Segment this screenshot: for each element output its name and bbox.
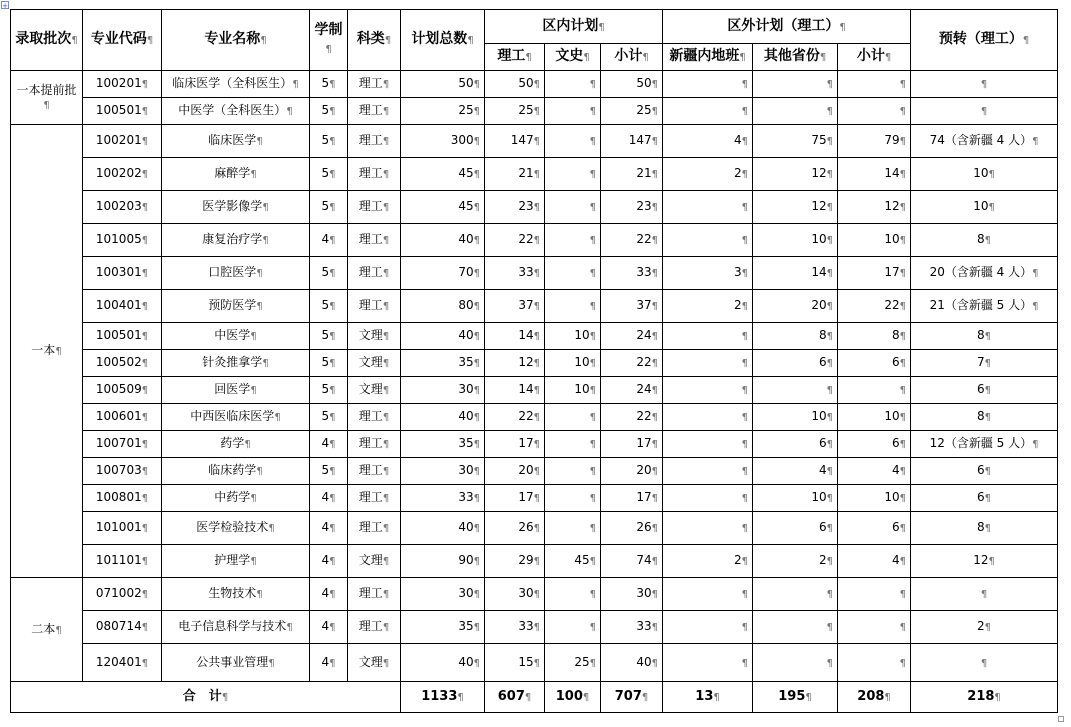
out-xj-cell: ¶ [663, 71, 753, 98]
total-out-sub: 208¶ [838, 682, 911, 713]
in-arts-cell: 10¶ [545, 323, 601, 350]
in-sub-cell: 22¶ [601, 350, 663, 377]
total-cell: 35¶ [401, 350, 485, 377]
in-sci-cell: 26¶ [485, 512, 545, 545]
pre-transfer-cell: 6¶ [911, 377, 1058, 404]
years-cell: 5¶ [310, 98, 348, 125]
code-cell: 120401¶ [83, 644, 162, 682]
years-cell: 5¶ [310, 125, 348, 158]
type-cell: 理工¶ [348, 98, 401, 125]
in-sub-cell: 33¶ [601, 611, 663, 644]
pre-transfer-cell: ¶ [911, 98, 1058, 125]
pre-transfer-cell: 7¶ [911, 350, 1058, 377]
in-sub-cell: 20¶ [601, 458, 663, 485]
in-sci-cell: 15¶ [485, 644, 545, 682]
in-sci-cell: 147¶ [485, 125, 545, 158]
total-cell: 30¶ [401, 578, 485, 611]
years-cell: 4¶ [310, 545, 348, 578]
out-other-cell: 6¶ [753, 512, 838, 545]
cell-end-marker [1058, 716, 1064, 722]
header-pre-transfer: 预转（理工）¶ [911, 10, 1058, 71]
table-row [11, 485, 1058, 512]
code-cell: 101001¶ [83, 512, 162, 545]
in-arts-cell: ¶ [545, 431, 601, 458]
out-other-cell: ¶ [753, 71, 838, 98]
years-cell: 5¶ [310, 458, 348, 485]
header-type: 科类¶ [348, 10, 401, 71]
code-cell: 100502¶ [83, 350, 162, 377]
out-other-cell: ¶ [753, 644, 838, 682]
code-cell: 101101¶ [83, 545, 162, 578]
out-xj-cell: ¶ [663, 458, 753, 485]
out-xj-cell: ¶ [663, 350, 753, 377]
years-cell: 5¶ [310, 257, 348, 290]
in-sci-cell: 17¶ [485, 485, 545, 512]
type-cell: 理工¶ [348, 578, 401, 611]
out-sub-cell: 22¶ [838, 290, 911, 323]
out-xj-cell: ¶ [663, 98, 753, 125]
name-cell: 生物技术¶ [162, 578, 310, 611]
pre-transfer-cell: 12¶ [911, 545, 1058, 578]
out-xj-cell: ¶ [663, 377, 753, 404]
total-cell: 40¶ [401, 323, 485, 350]
type-cell: 理工¶ [348, 431, 401, 458]
type-cell: 文理¶ [348, 350, 401, 377]
name-cell: 针灸推拿学¶ [162, 350, 310, 377]
out-xj-cell: ¶ [663, 644, 753, 682]
in-sub-cell: 40¶ [601, 644, 663, 682]
in-sub-cell: 24¶ [601, 377, 663, 404]
out-xj-cell: ¶ [663, 224, 753, 257]
total-cell: 50¶ [401, 71, 485, 98]
name-cell: 中西医临床医学¶ [162, 404, 310, 431]
years-cell: 4¶ [310, 485, 348, 512]
out-other-cell: ¶ [753, 98, 838, 125]
out-other-cell: 6¶ [753, 431, 838, 458]
header-inside-science: 理工¶ [485, 44, 545, 71]
in-sci-cell: 14¶ [485, 323, 545, 350]
table-row [11, 350, 1058, 377]
years-cell: 5¶ [310, 350, 348, 377]
total-cell: 45¶ [401, 191, 485, 224]
code-cell: 100401¶ [83, 290, 162, 323]
pre-transfer-cell: 6¶ [911, 485, 1058, 512]
table-row [11, 290, 1058, 323]
out-sub-cell: 4¶ [838, 458, 911, 485]
name-cell: 临床医学¶ [162, 125, 310, 158]
total-label: 合 计¶ [11, 682, 401, 713]
batch-cell: 一本¶ [11, 125, 83, 578]
total-cell: 40¶ [401, 644, 485, 682]
type-cell: 理工¶ [348, 125, 401, 158]
in-arts-cell: 10¶ [545, 350, 601, 377]
out-other-cell: ¶ [753, 377, 838, 404]
out-xj-cell: 3¶ [663, 257, 753, 290]
out-sub-cell: ¶ [838, 578, 911, 611]
in-sci-cell: 25¶ [485, 98, 545, 125]
out-xj-cell: ¶ [663, 404, 753, 431]
out-other-cell: 8¶ [753, 323, 838, 350]
years-cell: 5¶ [310, 377, 348, 404]
out-other-cell: 20¶ [753, 290, 838, 323]
in-arts-cell: ¶ [545, 98, 601, 125]
in-arts-cell: ¶ [545, 404, 601, 431]
pre-transfer-cell: ¶ [911, 578, 1058, 611]
header-outside-subtotal: 小计¶ [838, 44, 911, 71]
table-row [11, 512, 1058, 545]
out-sub-cell: ¶ [838, 71, 911, 98]
type-cell: 文理¶ [348, 377, 401, 404]
table-row [11, 545, 1058, 578]
out-sub-cell: 4¶ [838, 545, 911, 578]
in-sub-cell: 22¶ [601, 224, 663, 257]
out-other-cell: 12¶ [753, 158, 838, 191]
years-cell: 5¶ [310, 290, 348, 323]
header-inside-arts: 文史¶ [545, 44, 601, 71]
in-arts-cell: ¶ [545, 578, 601, 611]
code-cell: 100201¶ [83, 125, 162, 158]
total-cell: 40¶ [401, 512, 485, 545]
in-sci-cell: 12¶ [485, 350, 545, 377]
table-row [11, 71, 1058, 98]
in-arts-cell: ¶ [545, 458, 601, 485]
in-sub-cell: 22¶ [601, 404, 663, 431]
out-other-cell: 12¶ [753, 191, 838, 224]
name-cell: 临床医学（全科医生）¶ [162, 71, 310, 98]
in-arts-cell: ¶ [545, 485, 601, 512]
in-arts-cell: ¶ [545, 290, 601, 323]
pre-transfer-cell: 10¶ [911, 191, 1058, 224]
table-row [11, 458, 1058, 485]
pre-transfer-cell: ¶ [911, 71, 1058, 98]
type-cell: 理工¶ [348, 404, 401, 431]
in-sub-cell: 50¶ [601, 71, 663, 98]
code-cell: 100501¶ [83, 98, 162, 125]
header-outside-plan: 区外计划（理工）¶ [663, 10, 911, 44]
name-cell: 医学影像学¶ [162, 191, 310, 224]
out-sub-cell: 8¶ [838, 323, 911, 350]
code-cell: 100509¶ [83, 377, 162, 404]
in-sci-cell: 37¶ [485, 290, 545, 323]
total-cell: 80¶ [401, 290, 485, 323]
pre-transfer-cell: 6¶ [911, 458, 1058, 485]
out-xj-cell: ¶ [663, 431, 753, 458]
name-cell: 临床药学¶ [162, 458, 310, 485]
pre-transfer-cell: 8¶ [911, 224, 1058, 257]
name-cell: 预防医学¶ [162, 290, 310, 323]
out-other-cell: 75¶ [753, 125, 838, 158]
out-sub-cell: 10¶ [838, 485, 911, 512]
total-cell: 40¶ [401, 404, 485, 431]
out-sub-cell: 6¶ [838, 512, 911, 545]
out-sub-cell: 79¶ [838, 125, 911, 158]
out-sub-cell: 6¶ [838, 350, 911, 377]
type-cell: 理工¶ [348, 257, 401, 290]
in-sub-cell: 24¶ [601, 323, 663, 350]
table-row [11, 191, 1058, 224]
in-sub-cell: 33¶ [601, 257, 663, 290]
in-arts-cell: 10¶ [545, 377, 601, 404]
out-other-cell: ¶ [753, 578, 838, 611]
name-cell: 公共事业管理¶ [162, 644, 310, 682]
out-xj-cell: ¶ [663, 191, 753, 224]
out-xj-cell: ¶ [663, 611, 753, 644]
in-arts-cell: ¶ [545, 611, 601, 644]
in-sci-cell: 22¶ [485, 224, 545, 257]
type-cell: 文理¶ [348, 545, 401, 578]
total-pre-transfer: 218¶ [911, 682, 1058, 713]
pre-transfer-cell: 10¶ [911, 158, 1058, 191]
in-arts-cell: ¶ [545, 71, 601, 98]
total-cell: 70¶ [401, 257, 485, 290]
out-other-cell: 14¶ [753, 257, 838, 290]
header-batch: 录取批次¶ [11, 10, 83, 71]
years-cell: 5¶ [310, 323, 348, 350]
total-cell: 40¶ [401, 224, 485, 257]
in-sci-cell: 21¶ [485, 158, 545, 191]
type-cell: 理工¶ [348, 290, 401, 323]
name-cell: 康复治疗学¶ [162, 224, 310, 257]
table-row [11, 377, 1058, 404]
batch-cell: 一本提前批¶ [11, 71, 83, 125]
out-sub-cell: ¶ [838, 611, 911, 644]
out-other-cell: 10¶ [753, 485, 838, 512]
table-row [11, 257, 1058, 290]
years-cell: 5¶ [310, 191, 348, 224]
total-out-xj: 13¶ [663, 682, 753, 713]
name-cell: 药学¶ [162, 431, 310, 458]
header-years: 学制¶ [310, 10, 348, 71]
out-sub-cell: 6¶ [838, 431, 911, 458]
in-arts-cell: ¶ [545, 512, 601, 545]
type-cell: 理工¶ [348, 158, 401, 191]
header-outside-xinjiang: 新疆内地班¶ [663, 44, 753, 71]
pre-transfer-cell: 74（含新疆 4 人）¶ [911, 125, 1058, 158]
total-cell: 35¶ [401, 611, 485, 644]
years-cell: 4¶ [310, 431, 348, 458]
out-other-cell: 10¶ [753, 224, 838, 257]
out-other-cell: 4¶ [753, 458, 838, 485]
in-sci-cell: 30¶ [485, 578, 545, 611]
code-cell: 100501¶ [83, 323, 162, 350]
code-cell: 080714¶ [83, 611, 162, 644]
pre-transfer-cell: 20（含新疆 4 人）¶ [911, 257, 1058, 290]
in-sci-cell: 33¶ [485, 257, 545, 290]
name-cell: 回医学¶ [162, 377, 310, 404]
table-row [11, 611, 1058, 644]
type-cell: 理工¶ [348, 512, 401, 545]
name-cell: 中医学¶ [162, 323, 310, 350]
name-cell: 电子信息科学与技术¶ [162, 611, 310, 644]
pre-transfer-cell: 12（含新疆 5 人）¶ [911, 431, 1058, 458]
code-cell: 100701¶ [83, 431, 162, 458]
header-row-1 [11, 10, 1058, 44]
years-cell: 4¶ [310, 611, 348, 644]
total-out-other: 195¶ [753, 682, 838, 713]
total-in-arts: 100¶ [545, 682, 601, 713]
out-other-cell: ¶ [753, 611, 838, 644]
out-sub-cell: 10¶ [838, 224, 911, 257]
table-row [11, 224, 1058, 257]
in-sci-cell: 33¶ [485, 611, 545, 644]
out-xj-cell: ¶ [663, 512, 753, 545]
code-cell: 100801¶ [83, 485, 162, 512]
type-cell: 理工¶ [348, 485, 401, 512]
in-sci-cell: 14¶ [485, 377, 545, 404]
type-cell: 文理¶ [348, 323, 401, 350]
in-sci-cell: 50¶ [485, 71, 545, 98]
type-cell: 理工¶ [348, 224, 401, 257]
out-sub-cell: ¶ [838, 98, 911, 125]
name-cell: 医学检验技术¶ [162, 512, 310, 545]
in-arts-cell: ¶ [545, 224, 601, 257]
in-arts-cell: ¶ [545, 191, 601, 224]
years-cell: 4¶ [310, 512, 348, 545]
name-cell: 护理学¶ [162, 545, 310, 578]
total-cell: 33¶ [401, 485, 485, 512]
in-sub-cell: 25¶ [601, 98, 663, 125]
in-arts-cell: 25¶ [545, 644, 601, 682]
table-row [11, 578, 1058, 611]
years-cell: 4¶ [310, 578, 348, 611]
header-code: 专业代码¶ [83, 10, 162, 71]
total-cell: 30¶ [401, 458, 485, 485]
pre-transfer-cell: 8¶ [911, 512, 1058, 545]
type-cell: 理工¶ [348, 71, 401, 98]
in-arts-cell: 45¶ [545, 545, 601, 578]
in-sci-cell: 29¶ [485, 545, 545, 578]
code-cell: 100301¶ [83, 257, 162, 290]
total-cell: 30¶ [401, 377, 485, 404]
header-outside-other: 其他省份¶ [753, 44, 838, 71]
code-cell: 100703¶ [83, 458, 162, 485]
table-row [11, 158, 1058, 191]
out-xj-cell: ¶ [663, 578, 753, 611]
in-sub-cell: 74¶ [601, 545, 663, 578]
pre-transfer-cell: 8¶ [911, 404, 1058, 431]
code-cell: 100201¶ [83, 71, 162, 98]
name-cell: 麻醉学¶ [162, 158, 310, 191]
in-sub-cell: 147¶ [601, 125, 663, 158]
in-sci-cell: 22¶ [485, 404, 545, 431]
total-total: 1133¶ [401, 682, 485, 713]
total-cell: 25¶ [401, 98, 485, 125]
enrollment-plan-table [10, 9, 1058, 713]
out-sub-cell: ¶ [838, 377, 911, 404]
pre-transfer-cell: 21（含新疆 5 人）¶ [911, 290, 1058, 323]
table-anchor-icon[interactable]: + [2, 2, 8, 10]
years-cell: 4¶ [310, 224, 348, 257]
in-sub-cell: 30¶ [601, 578, 663, 611]
years-cell: 5¶ [310, 71, 348, 98]
in-arts-cell: ¶ [545, 125, 601, 158]
name-cell: 中药学¶ [162, 485, 310, 512]
in-sub-cell: 17¶ [601, 431, 663, 458]
pre-transfer-cell: ¶ [911, 644, 1058, 682]
out-other-cell: 10¶ [753, 404, 838, 431]
out-sub-cell: 10¶ [838, 404, 911, 431]
total-cell: 35¶ [401, 431, 485, 458]
code-cell: 071002¶ [83, 578, 162, 611]
name-cell: 中医学（全科医生）¶ [162, 98, 310, 125]
in-sci-cell: 23¶ [485, 191, 545, 224]
code-cell: 100202¶ [83, 158, 162, 191]
out-xj-cell: 2¶ [663, 290, 753, 323]
out-xj-cell: ¶ [663, 485, 753, 512]
out-sub-cell: 14¶ [838, 158, 911, 191]
type-cell: 理工¶ [348, 191, 401, 224]
out-xj-cell: 2¶ [663, 158, 753, 191]
out-other-cell: 2¶ [753, 545, 838, 578]
total-row [11, 682, 1058, 713]
table-row [11, 431, 1058, 458]
total-cell: 45¶ [401, 158, 485, 191]
table-row [11, 404, 1058, 431]
years-cell: 4¶ [310, 644, 348, 682]
code-cell: 100203¶ [83, 191, 162, 224]
type-cell: 文理¶ [348, 644, 401, 682]
in-sci-cell: 17¶ [485, 431, 545, 458]
table-row [11, 98, 1058, 125]
out-xj-cell: 2¶ [663, 545, 753, 578]
table-row [11, 644, 1058, 682]
total-cell: 90¶ [401, 545, 485, 578]
in-arts-cell: ¶ [545, 257, 601, 290]
header-inside-subtotal: 小计¶ [601, 44, 663, 71]
in-sub-cell: 17¶ [601, 485, 663, 512]
header-total: 计划总数¶ [401, 10, 485, 71]
years-cell: 5¶ [310, 158, 348, 191]
years-cell: 5¶ [310, 404, 348, 431]
out-sub-cell: 12¶ [838, 191, 911, 224]
out-xj-cell: 4¶ [663, 125, 753, 158]
in-sub-cell: 23¶ [601, 191, 663, 224]
pre-transfer-cell: 8¶ [911, 323, 1058, 350]
table-row [11, 125, 1058, 158]
out-xj-cell: ¶ [663, 323, 753, 350]
out-sub-cell: ¶ [838, 644, 911, 682]
in-sci-cell: 20¶ [485, 458, 545, 485]
code-cell: 100601¶ [83, 404, 162, 431]
in-sub-cell: 26¶ [601, 512, 663, 545]
code-cell: 101005¶ [83, 224, 162, 257]
batch-cell: 二本¶ [11, 578, 83, 682]
in-arts-cell: ¶ [545, 158, 601, 191]
table-row [11, 323, 1058, 350]
header-name: 专业名称¶ [162, 10, 310, 71]
name-cell: 口腔医学¶ [162, 257, 310, 290]
out-other-cell: 6¶ [753, 350, 838, 377]
total-in-sci: 607¶ [485, 682, 545, 713]
out-sub-cell: 17¶ [838, 257, 911, 290]
type-cell: 理工¶ [348, 458, 401, 485]
header-inside-plan: 区内计划¶ [485, 10, 663, 44]
pre-transfer-cell: 2¶ [911, 611, 1058, 644]
in-sub-cell: 21¶ [601, 158, 663, 191]
in-sub-cell: 37¶ [601, 290, 663, 323]
total-cell: 300¶ [401, 125, 485, 158]
total-in-sub: 707¶ [601, 682, 663, 713]
type-cell: 理工¶ [348, 611, 401, 644]
